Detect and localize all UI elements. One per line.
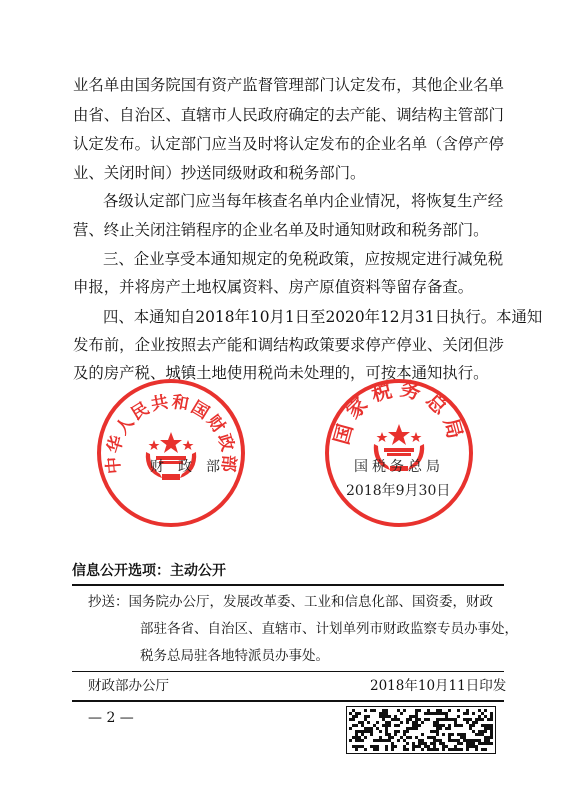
body-line: 业、关闭时间）抄送同级财政和税务部门。: [73, 164, 366, 182]
body-line: 发布前，企业按照去产能和调结构政策要求停产停业、关闭但涉: [73, 336, 504, 354]
body-line: 四、本通知自2018年10月1日至2020年12月31日执行。本通知: [103, 308, 543, 326]
sat-seal-graphic: [324, 378, 474, 528]
body-line: 认定发布。认定部门应当及时将认定发布的企业名单（含停产停: [73, 135, 504, 153]
divider-bottom: [72, 700, 504, 702]
cc-line: 抄送：国务院办公厅，发展改革委、工业和信息化部、国资委，财政: [88, 594, 493, 610]
issuing-office: 财政部办公厅: [88, 678, 169, 694]
page-number: — 2 —: [88, 710, 134, 726]
sat-signature-label: 国税务总局: [354, 459, 444, 475]
mof-seal-graphic: [96, 378, 246, 528]
cc-line: 税务总局驻各地特派员办事处。: [140, 648, 329, 664]
body-line: 及的房产税、城镇土地使用税尚未处理的，可按本通知执行。: [73, 364, 489, 382]
disclosure-option: 信息公开选项：主动公开: [72, 563, 226, 579]
print-date: 2018年10月11日印发: [370, 678, 507, 694]
divider-middle: [72, 671, 504, 672]
sat-seal: [324, 378, 474, 528]
signing-date: 2018年9月30日: [346, 483, 451, 499]
cc-line: 部驻各省、自治区、直辖市、计划单列市财政监察专员办事处，: [140, 621, 518, 637]
mof-seal-arc-text: 中华人民共和国财政部: [103, 392, 239, 475]
body-line: 营、终止关闭注销程序的企业名单及时通知财政和税务部门。: [73, 221, 489, 239]
divider-top: [72, 584, 504, 586]
mof-signature-label: 财 政 部: [150, 459, 220, 475]
body-line: 申报，并将房产土地权属资料、房产原值资料等留存备查。: [73, 278, 474, 296]
sat-seal-arc-text: 国家税务总局: [329, 378, 469, 447]
body-line: 业名单由国务院国有资产监督管理部门认定发布，其他企业名单: [73, 76, 504, 94]
body-line: 各级认定部门应当每年核查名单内企业情况，将恢复生产经: [103, 192, 504, 210]
barcode-icon: [346, 706, 496, 754]
body-line: 三、企业享受本通知规定的免税政策，应按规定进行减免税: [103, 250, 504, 268]
body-line: 由省、自治区、直辖市人民政府确定的去产能、调结构主管部门: [73, 106, 504, 124]
mof-seal: [96, 378, 246, 528]
